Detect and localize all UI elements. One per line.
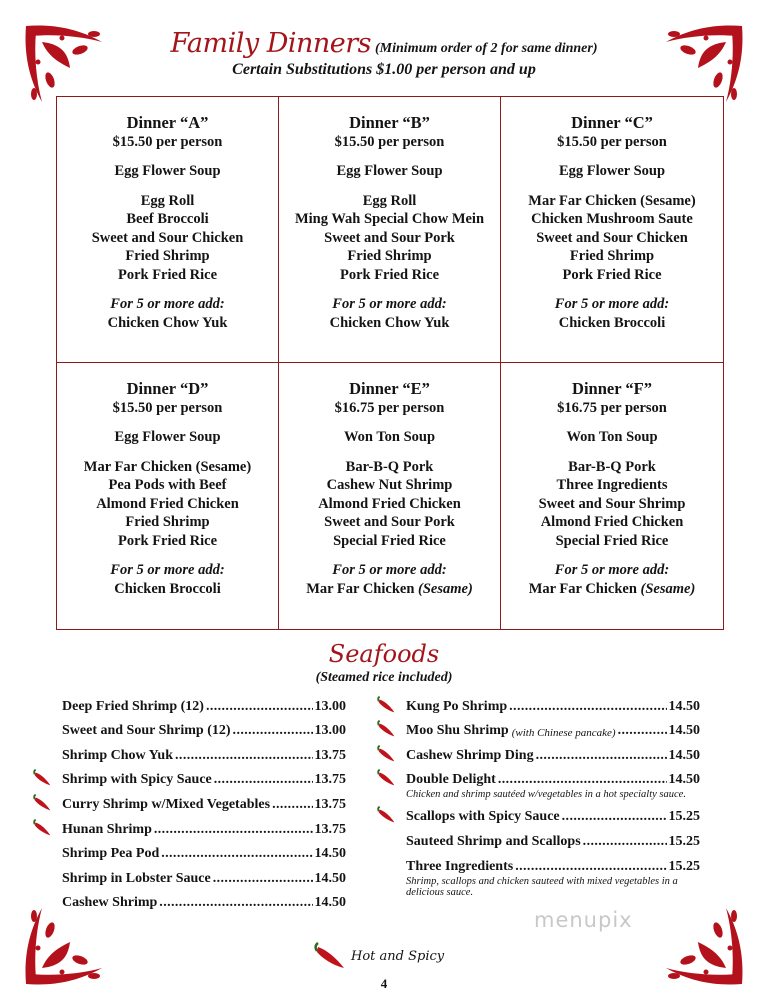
dinner-item: Pork Fried Rice	[339, 266, 440, 283]
menu-item	[406, 801, 700, 826]
dinner-price: $16.75 per person	[334, 399, 445, 416]
menu-item	[62, 887, 346, 912]
dinner-item: Sweet and Sour Pork	[324, 514, 455, 530]
corner-ornament-bottom-left	[22, 898, 112, 988]
dinner-e-cell	[279, 363, 501, 629]
item-name: Sweet and Sour Shrimp (12)	[62, 723, 231, 739]
chili-pepper-icon	[376, 719, 398, 739]
item-price: 13.75	[314, 796, 346, 812]
dinner-add-note: (Sesame)	[418, 580, 473, 597]
dinner-price: $15.50 per person	[112, 133, 223, 150]
item-sub-note: (with Chinese pancake)	[511, 727, 616, 740]
dinner-item: Sweet and Sour Chicken	[536, 229, 688, 246]
item-name: Shrimp with Spicy Sauce	[62, 772, 212, 788]
dinner-add-item	[279, 580, 500, 599]
chili-pepper-icon	[376, 695, 398, 715]
item-name: Moo Shu Shrimp	[406, 723, 509, 739]
dinner-item: Fried Shrimp	[125, 514, 210, 530]
dinner-soup: Won Ton Soup	[343, 429, 436, 445]
menu-item	[62, 715, 346, 740]
dinner-add-item-name: Chicken Chow Yuk	[329, 314, 450, 331]
dinner-soup: Egg Flower Soup	[558, 163, 666, 179]
dinner-soup: Won Ton Soup	[566, 429, 658, 445]
dinner-price: $15.50 per person	[557, 133, 667, 150]
menu-item	[406, 715, 700, 740]
dinner-item: Pea Pods with Beef	[108, 477, 227, 493]
dinner-item: Chicken Mushroom Saute	[531, 211, 693, 227]
item-price: 14.50	[668, 772, 700, 788]
item-price: 15.25	[668, 834, 700, 850]
item-name: Kung Po Shrimp	[406, 698, 508, 714]
item-price: 14.50	[314, 846, 346, 862]
item-name: Shrimp Pea Pod	[62, 846, 160, 862]
item-name: Deep Fried Shrimp (12)	[62, 698, 204, 714]
seafood-list-left	[62, 690, 346, 911]
dinner-add-label: For 5 or more add:	[110, 562, 225, 578]
corner-ornament-bottom-right	[656, 898, 746, 988]
dinner-name: Dinner “D”	[126, 379, 209, 398]
dinner-b-cell	[279, 97, 501, 363]
menu-item	[406, 739, 700, 764]
dinner-name: Dinner “F”	[572, 379, 652, 398]
menu-item	[62, 739, 346, 764]
dinner-item: Pork Fried Rice	[562, 266, 662, 283]
chili-pepper-icon	[32, 768, 54, 788]
menu-item	[406, 850, 700, 875]
chili-pepper-icon	[32, 818, 54, 838]
dinner-f-cell	[501, 363, 723, 629]
dinner-soup: Egg Flower Soup	[114, 429, 221, 445]
dinner-item: Fried Shrimp	[125, 248, 210, 264]
dinner-item: Almond Fried Chicken	[540, 514, 684, 530]
item-price: 14.50	[314, 870, 346, 886]
dinner-add-item	[501, 580, 723, 599]
dinner-item: Mar Far Chicken (Sesame)	[528, 192, 696, 209]
dinner-item: Sweet and Sour Chicken	[91, 229, 244, 246]
item-price: 15.25	[668, 858, 700, 874]
dinner-item: Pork Fried Rice	[117, 532, 218, 549]
menu-item	[406, 764, 700, 789]
item-price: 13.00	[314, 723, 346, 739]
menu-item	[62, 764, 346, 789]
menu-item	[406, 825, 700, 850]
dinner-item: Special Fried Rice	[555, 532, 669, 549]
dinner-item: Almond Fried Chicken	[96, 495, 239, 512]
item-price: 13.00	[314, 698, 346, 714]
item-price: 13.75	[314, 747, 346, 763]
dinner-add-label: For 5 or more add:	[554, 296, 670, 312]
item-name: Cashew Shrimp	[62, 895, 158, 911]
menu-item	[62, 813, 346, 838]
item-name: Shrimp Chow Yuk	[62, 747, 174, 763]
dinner-price: $16.75 per person	[557, 399, 667, 416]
dinner-name: Dinner “E”	[349, 379, 430, 398]
item-description: Shrimp, scallops and chicken sauteed with mixed vegetables in a delicious sauce.	[406, 875, 678, 899]
dinner-add-label: For 5 or more add:	[332, 562, 447, 578]
dinner-a-cell	[57, 97, 279, 363]
item-name: Cashew Shrimp Ding	[406, 747, 534, 763]
item-name: Three Ingredients	[406, 858, 514, 874]
dinner-add-item-name: Mar Far Chicken	[528, 580, 637, 597]
dinner-add-item-name: Chicken Broccoli	[114, 580, 221, 597]
item-price: 14.50	[668, 747, 700, 763]
dinner-item: Egg Roll	[362, 192, 417, 209]
item-description: Chicken and shrimp sautéed w/vegetables in a hot specialty sauce.	[406, 789, 686, 801]
dinner-add-label: For 5 or more add:	[554, 562, 670, 578]
dinner-item: Fried Shrimp	[569, 248, 655, 264]
dinner-soup: Egg Flower Soup	[336, 163, 443, 179]
dinner-add-note: (Sesame)	[640, 580, 696, 597]
dinner-add-item	[501, 314, 723, 333]
dinner-item: Special Fried Rice	[333, 532, 446, 549]
dinner-item: Bar-B-Q Pork	[345, 458, 434, 475]
dinner-item: Ming Wah Special Chow Mein	[294, 211, 485, 227]
dinner-name: Dinner “C”	[571, 113, 653, 132]
chili-pepper-icon	[376, 744, 398, 764]
dinner-name: Dinner “B”	[349, 113, 430, 132]
dinner-name: Dinner “A”	[126, 113, 209, 132]
item-price: 14.50	[314, 895, 346, 911]
item-name: Hunan Shrimp	[62, 821, 152, 837]
dinner-item: Pork Fried Rice	[117, 266, 218, 283]
menu-item	[62, 838, 346, 863]
item-price: 14.50	[668, 698, 700, 714]
menu-item	[62, 690, 346, 715]
chili-pepper-icon	[376, 805, 398, 825]
dinner-soup: Egg Flower Soup	[114, 163, 221, 179]
family-dinners-title: Family Dinners	[170, 28, 372, 59]
watermark: menupix	[534, 908, 633, 932]
dinner-add-item-name: Chicken Chow Yuk	[107, 314, 228, 331]
dinner-item: Sweet and Sour Shrimp	[538, 495, 686, 512]
dinner-item: Beef Broccoli	[126, 211, 209, 227]
dinner-item: Almond Fried Chicken	[318, 495, 461, 512]
chili-pepper-icon	[32, 793, 54, 813]
family-dinners-grid	[56, 96, 724, 630]
dinner-item: Bar-B-Q Pork	[568, 458, 656, 475]
dinner-price: $15.50 per person	[112, 399, 223, 416]
menu-item	[62, 862, 346, 887]
dinner-add-item	[57, 314, 278, 333]
dinner-item: Three Ingredients	[556, 477, 668, 493]
chili-pepper-icon	[376, 768, 398, 788]
item-price: 13.75	[314, 821, 346, 837]
item-name: Double Delight	[406, 772, 496, 788]
family-dinners-header	[0, 28, 768, 79]
legend-label: Hot and Spicy	[351, 948, 445, 964]
item-price: 15.25	[668, 809, 700, 825]
dinner-add-item-name: Mar Far Chicken	[306, 580, 415, 597]
item-name: Shrimp in Lobster Sauce	[62, 870, 211, 886]
dinner-c-cell	[501, 97, 723, 363]
menu-item	[62, 788, 346, 813]
dinner-add-item	[279, 314, 500, 333]
item-name: Sauteed Shrimp and Scallops	[406, 834, 581, 850]
page-number: 4	[380, 976, 388, 991]
hot-and-spicy-legend	[312, 942, 444, 970]
dinner-item: Sweet and Sour Pork	[324, 229, 455, 246]
dinner-add-label: For 5 or more add:	[332, 296, 447, 312]
dinner-d-cell	[57, 363, 279, 629]
item-price: 13.75	[314, 772, 346, 788]
dinner-item: Fried Shrimp	[347, 248, 432, 264]
seafoods-note: (Steamed rice included)	[315, 670, 453, 685]
seafoods-title: Seafoods	[328, 640, 440, 668]
dinner-add-label: For 5 or more add:	[110, 296, 225, 312]
dinner-add-item-name: Chicken Broccoli	[558, 314, 666, 331]
dinner-item: Egg Roll	[140, 192, 195, 209]
item-name: Scallops with Spicy Sauce	[406, 809, 560, 825]
menu-item	[406, 690, 700, 715]
substitutions-note: Certain Substitutions $1.00 per person and up	[232, 61, 536, 78]
dinner-add-item	[57, 580, 278, 599]
item-price: 14.50	[668, 723, 700, 739]
chili-pepper-icon	[312, 942, 348, 970]
dinner-item: Mar Far Chicken (Sesame)	[83, 458, 252, 475]
dinner-item: Cashew Nut Shrimp	[326, 477, 453, 493]
minimum-order-note: (Minimum order of 2 for same dinner)	[375, 41, 598, 56]
item-name: Curry Shrimp w/Mixed Vegetables	[62, 796, 271, 812]
seafood-list-right	[406, 690, 700, 899]
dinner-price: $15.50 per person	[334, 133, 445, 150]
